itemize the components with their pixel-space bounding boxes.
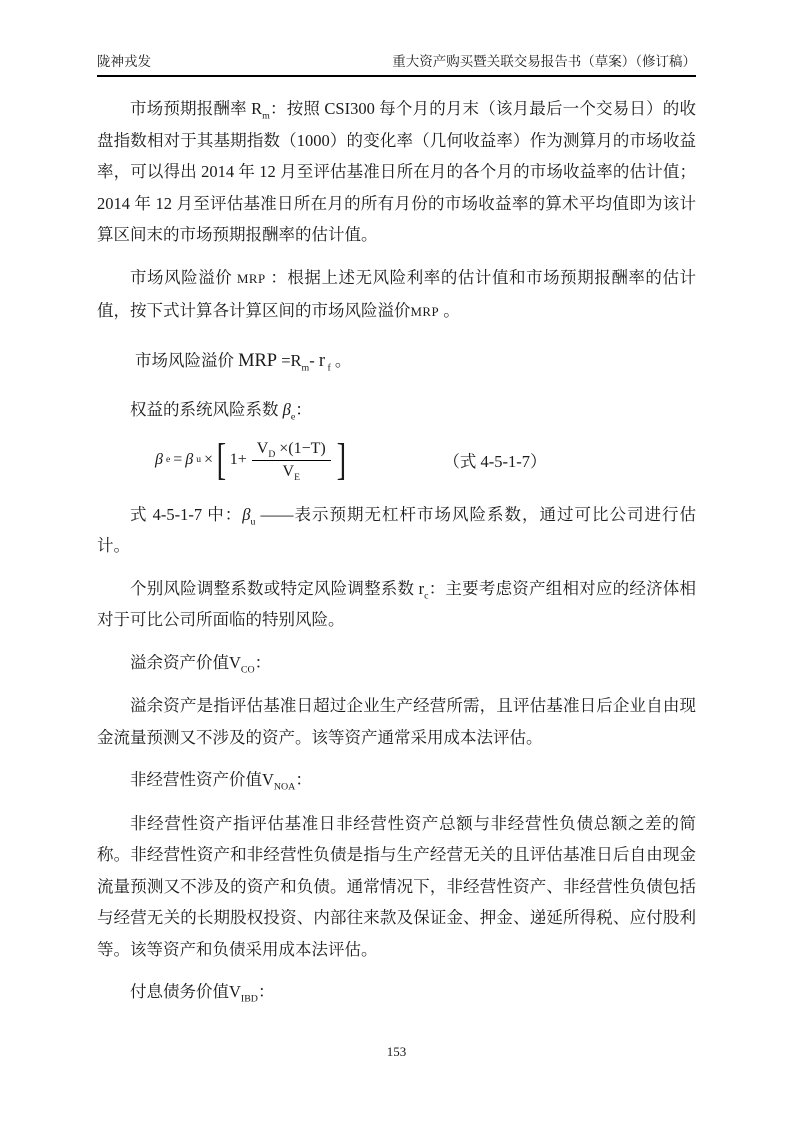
formula-one-plus: 1+ [229,451,247,468]
formula-equation-number: （式 4-5-1-7） [443,452,547,471]
formula-open-bracket: [ [216,435,227,485]
formula-close-bracket: ] [336,435,346,485]
heading-surplus-asset-value: 溢余资产价值$V_{CO}$： [130,652,272,675]
heading-non-operating-asset-value: 非经营性资产价值$V_{NOA}$： [130,770,312,793]
page-footer [0,1044,793,1060]
beta-formula-block [97,435,696,485]
para-beta-e-heading: 权益的系统风险系数 $\beta_e$： [130,400,312,423]
equation-mrp: 市场风险溢价 MRP $=R_m-$ r $_f$ 。 [134,349,352,373]
formula-rhs-beta: β [185,451,194,468]
formula-equals: = [173,451,183,468]
para-non-operating-asset: 非经营性资产指评估基准日非经营性资产总额与非经营性负债总额之差的简称。非经营性资产和非经营性负债是指与生产经营无关的且评估基准日后自由现金流量预测又不涉及的资产和负债。通常情况下，非经营性资产、非经营性负债包括与经营无关的长期股权投资、内部往来款及保证金、押金、递延所得税、应付股利等。该等资产和负债采用成本法评估。 [97,813,696,959]
formula-times-sign: × [204,451,214,468]
fraction-numerator: $V_D \times(1-T)$ [252,440,331,461]
header-report-title: 重大资产购买暨关联交易报告书（草案）（修订稿） [392,54,696,69]
beta-formula: β e = β u × [ 1+ $\frac{V_D \times(1-T)}{V_E}$ ] [155,435,346,485]
fraction-denominator: $V_E$ [282,462,300,483]
page-content [97,93,696,1008]
para-formula-explanation: 式 4-5-1-7 中：$\beta_u$ ——表示预期无杠杆市场风险系数，通过可比公司进行估计。 [97,504,697,555]
para-market-expected-return: 市场预期报酬率 $R_m$：按照 CSI300 每个月的月末（该月最后一个交易日）的收盘指数相对于其基期指数（1000）的变化率（几何收益率）作为测算月的市场收益率，可以得出 2014 年 12 月至评估基准日所在月的各个月的市场收益率的估计值；2014 年 12 月至评估基准日所在月的所有月份的市场收益率的算术平均值即为该计算区间末的市场预期报酬率的估计值。 [97,99,696,244]
page-number: 153 [386,1044,407,1059]
page-header [97,50,696,77]
formula-lhs-beta: β [155,451,163,468]
formula-fraction [252,440,331,481]
para-surplus-asset: 溢余资产是指评估基准日超过企业生产经营所需，且评估基准日后企业自由现金流量预测又不涉及的资产。该等资产通常采用成本法评估。 [97,696,696,747]
header-company-name: 陇神戎发 [97,54,151,69]
para-market-risk-premium: 市场风险溢价 MRP ：根据上述无风险利率的估计值和市场预期报酬率的估计值，按下式计算各计算区间的市场风险溢价MRP 。 [97,267,697,320]
para-specific-risk: 个别风险调整系数或特定风险调整系数 $r_c$：主要考虑资产组相对应的经济体相对于可比公司所面临的特别风险。 [97,578,697,629]
heading-interest-bearing-debt-value: 付息债务价值$V_{IBD}$： [130,982,275,1005]
